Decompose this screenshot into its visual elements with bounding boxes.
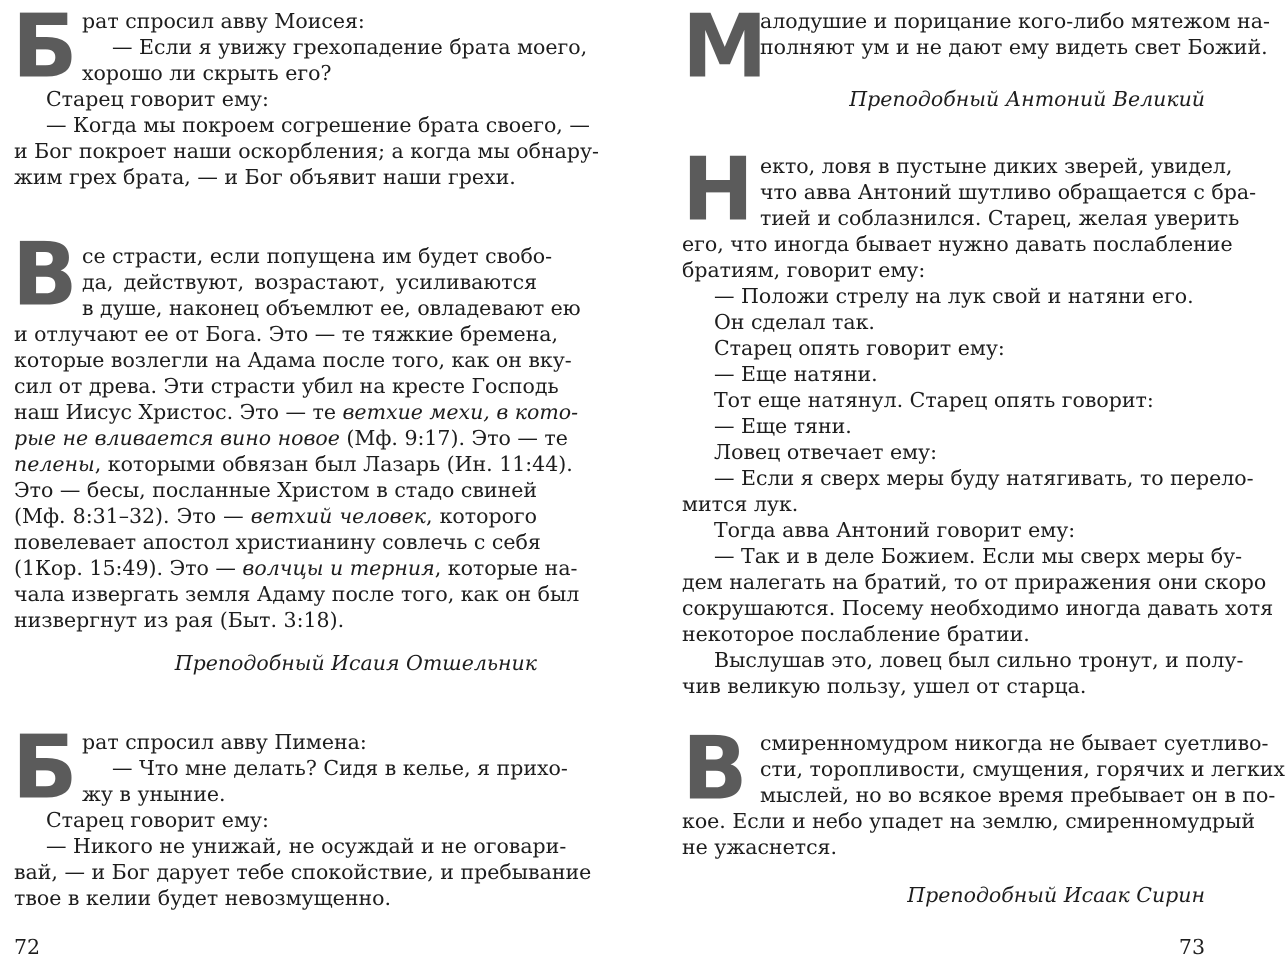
text-line: рые не вливается вино новое (Мф. 9:17). Это — те [14,426,568,450]
text-line: Ловец отвечает ему: [714,440,937,464]
right-page [610,0,1285,967]
text-line: и отлучают ее от Бога. Это — те тяжкие бремена, [14,322,559,346]
text-line: се страсти, если попущена им будет свобо- [82,244,553,268]
text-line: Выслушав это, ловец был сильно тронут, и полу- [714,648,1244,672]
entry-text [760,730,1285,810]
text-line: — Положи стрелу на лук свой и натяни его. [714,284,1194,308]
text-line: некоторое послабление братии. [682,622,1030,646]
entry-text-cont [682,231,1274,698]
attribution: Преподобный Антоний Великий [849,87,1205,111]
text-line: повелевает апостол христианину совлечь с себя [14,530,541,554]
text-line: жим грех брата, — и Бог объявит наши грехи. [14,165,516,189]
text-line: тией и соблазнился. Старец, желая уверить [760,206,1240,230]
entry-text-cont [14,321,580,632]
text-line: Старец опять говорит ему: [714,336,1005,360]
text-line: Тот еще натянул. Старец опять говорит: [714,388,1154,412]
entry-text [760,8,1270,68]
text-line: которые возлегли на Адама после того, как он вку- [14,348,572,372]
text-line: его, что иногда бывает нужно давать послабление [682,232,1233,256]
text-line: сокрушаются. Посему необходимо иногда давать хотя [682,596,1274,620]
text-line: полняют ум и не дают ему видеть свет Божий. [760,35,1268,59]
text-line: не ужаснется. [682,835,838,859]
attribution: Преподобный Исаия Отшельник [174,651,537,675]
entry-text [82,729,568,809]
entry-text-cont [14,86,599,196]
drop-cap: В [12,224,77,326]
text-line: кое. Если и небо упадет на землю, смиренномудрый [682,809,1256,833]
text-line: пелены, которыми обвязан был Лазарь (Ин. 11:44). [14,452,573,476]
text-line: рат спросил авву Моисея: [82,9,365,33]
text-line: смиренномудром никогда не бывает суетливо- [760,731,1269,755]
text-line: — Когда мы покроем согрешение брата своего, — [46,113,590,137]
text-line: в душе, наконец объемлют ее, овладевают ею [82,296,581,320]
text-line: мится лук. [682,492,799,516]
left-page [0,0,610,967]
text-line: да, действуют, возрастают, усиливаются [82,270,537,294]
text-line: — Так и в деле Божием. Если мы сверх меры бу- [714,544,1243,568]
drop-cap: Н [682,139,753,241]
text-line: — Еще тяни. [714,414,852,438]
text-line: Старец говорит ему: [46,808,269,832]
page-number: 72 [14,935,41,959]
text-line: Тогда авва Антоний говорит ему: [714,518,1076,542]
text-line: — Никого не унижай, не осуждай и не оговари- [46,834,567,858]
text-line: чив великую пользу, ушел от старца. [682,674,1087,698]
text-line: твое в келии будет невозмущенно. [14,886,391,910]
entry-text [760,153,1257,233]
text-line: чала извергать земля Адаму после того, как он был [14,582,580,606]
text-line: сил от древа. Эти страсти убил на кресте Господь [14,374,559,398]
text-line: екто, ловя в пустыне диких зверей, увидел, [760,154,1233,178]
text-line: рат спросил авву Пимена: [82,730,367,754]
text-line: сти, торопливости, смущения, горячих и легких [760,757,1285,781]
text-line: Старец говорит ему: [46,87,269,111]
text-line: (Мф. 8:31–32). Это — ветхий человек, которого [14,504,538,528]
text-line: низвергнут из рая (Быт. 3:18). [14,608,345,632]
drop-cap: Б [12,717,77,819]
text-line: (1Кор. 15:49). Это — волчцы и терния, которые на- [14,556,578,580]
text-line: что авва Антоний шутливо обращается с бра- [760,180,1257,204]
text-line: — Если я увижу грехопадение брата моего, [112,35,588,59]
drop-cap: В [682,718,747,820]
text-line: — Если я сверх меры буду натягивать, то перело- [714,466,1254,490]
entry-text-cont [14,807,592,917]
text-line: братиям, говорит ему: [682,258,926,282]
entry-text-cont [682,808,1256,868]
text-line: жу в уныние. [82,782,226,806]
drop-cap: Б [12,0,77,98]
attribution: Преподобный Исаак Сирин [907,883,1205,907]
text-line: и Бог покроет наши оскорбления; а когда мы обнару- [14,139,599,163]
text-line: Это — бесы, посланные Христом в стадо свиней [14,478,537,502]
text-line: — Что мне делать? Сидя в келье, я прихо- [112,756,568,780]
text-line: вай, — и Бог дарует тебе спокойствие, и пребывание [14,860,592,884]
text-line: дем налегать на братий, то от приражения они скоро [682,570,1267,594]
text-line: мыслей, но во всякое время пребывает он в по- [760,783,1276,807]
entry-text [82,243,581,323]
drop-cap: М [682,0,767,98]
text-line: алодушие и порицание кого-либо мятежом на- [760,9,1270,33]
text-line: — Еще натяни. [714,362,878,386]
text-line: наш Иисус Христос. Это — те ветхие мехи, в кото- [14,400,579,424]
page-number: 73 [1178,935,1205,959]
text-line: Он сделал так. [714,310,875,334]
text-line: хорошо ли скрыть его? [82,61,332,85]
